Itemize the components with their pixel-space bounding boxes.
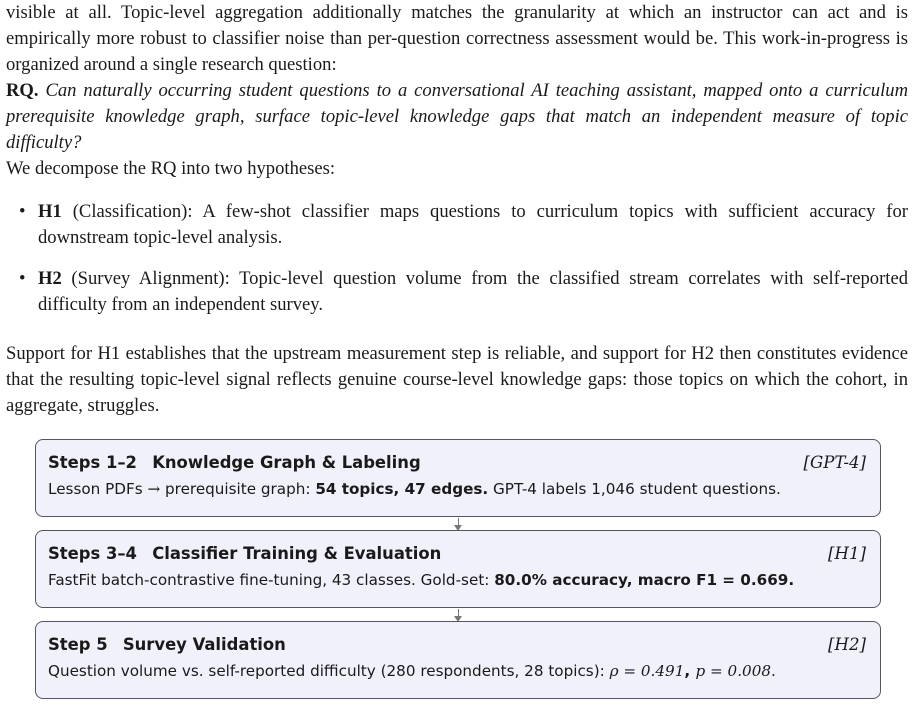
box-body	[48, 569, 872, 591]
p-value: p = 0.008	[695, 662, 772, 680]
h1-text: (Classification): A few-shot classifier maps questions to curriculum topics with sufficient accuracy for downstream topic-level analysis.	[38, 201, 908, 248]
box-body-text: Lesson PDFs	[48, 480, 148, 498]
box-header	[48, 542, 866, 566]
box-body	[48, 478, 872, 500]
intro-paragraph	[6, 0, 908, 78]
rq-text: Can naturally occurring student questions to a conversational AI teaching assistant, mapped onto a curriculum prerequisite knowledge graph, surface topic-level knowledge gaps that match an independent measure of topic difficulty?	[6, 80, 908, 153]
list-item-h1	[6, 199, 908, 251]
box-steps-label: Step 5	[48, 635, 108, 654]
box-steps-label: Steps 3–4	[48, 544, 137, 563]
box-tag: [H2]	[828, 635, 866, 654]
connector-arrow-icon	[458, 518, 459, 529]
box-tag: [GPT-4]	[803, 453, 866, 472]
h2-text: (Survey Alignment): Topic-level question volume from the classified stream correlates with self-reported difficulty from an independent survey.	[38, 268, 908, 315]
research-question	[6, 78, 908, 156]
pipeline-box-step-5	[35, 621, 881, 699]
box-body	[48, 660, 872, 682]
box-title: Survey Validation	[122, 635, 286, 654]
pipeline-diagram	[35, 439, 883, 701]
hypotheses-list	[6, 199, 908, 251]
box-tag: [H1]	[828, 544, 866, 563]
box-steps-label: Steps 1–2	[48, 453, 137, 472]
box-title: Knowledge Graph & Labeling	[152, 453, 421, 472]
h2-label: H2	[38, 268, 62, 289]
support-text: Support for H1 establishes that the upstream measurement step is reliable, and support for H2 then constitutes evidence that the resulting topic-level signal reflects genuine course-level knowledge gaps: those topics on which the cohort, in aggregate, struggles.	[6, 343, 908, 416]
h1-label: H1	[38, 201, 62, 222]
box-body-text: .	[771, 662, 776, 680]
connector-arrow-icon	[458, 609, 459, 620]
box-header	[48, 451, 866, 475]
box-body-text: FastFit batch-contrastive fine-tuning, 43 classes. Gold-set:	[48, 571, 495, 589]
pipeline-box-steps-3-4	[35, 530, 881, 608]
box-body-text: prerequisite graph:	[160, 480, 316, 498]
rq-label: RQ.	[6, 80, 39, 101]
support-paragraph	[6, 341, 908, 419]
bullet-icon: •	[19, 201, 26, 222]
decompose-sentence	[6, 156, 908, 182]
box-body-text: ,	[684, 662, 696, 680]
right-arrow-icon: →	[147, 480, 161, 498]
box-header	[48, 633, 866, 657]
list-item-h2	[6, 266, 908, 318]
box-body-highlight: 80.0% accuracy, macro F1 = 0.669.	[494, 571, 795, 589]
box-body-text: Question volume vs. self-reported difficulty (280 respondents, 28 topics):	[48, 662, 610, 680]
bullet-icon: •	[19, 268, 26, 289]
box-title: Classifier Training & Evaluation	[152, 544, 442, 563]
decompose-text: We decompose the RQ into two hypotheses:	[6, 158, 336, 179]
hypotheses-list-2	[6, 266, 908, 318]
rho-value: ρ = 0.491	[609, 662, 685, 680]
intro-text: visible at all. Topic-level aggregation additionally matches the granularity at which an instructor can act and is empirically more robust to classifier noise than per-question correctness assessment would be. This work-in-progress is organized around a single research question:	[6, 2, 908, 75]
box-body-highlight: 54 topics, 47 edges.	[315, 480, 489, 498]
box-body-text: GPT-4 labels 1,046 student questions.	[488, 480, 781, 498]
pipeline-box-steps-1-2	[35, 439, 881, 517]
